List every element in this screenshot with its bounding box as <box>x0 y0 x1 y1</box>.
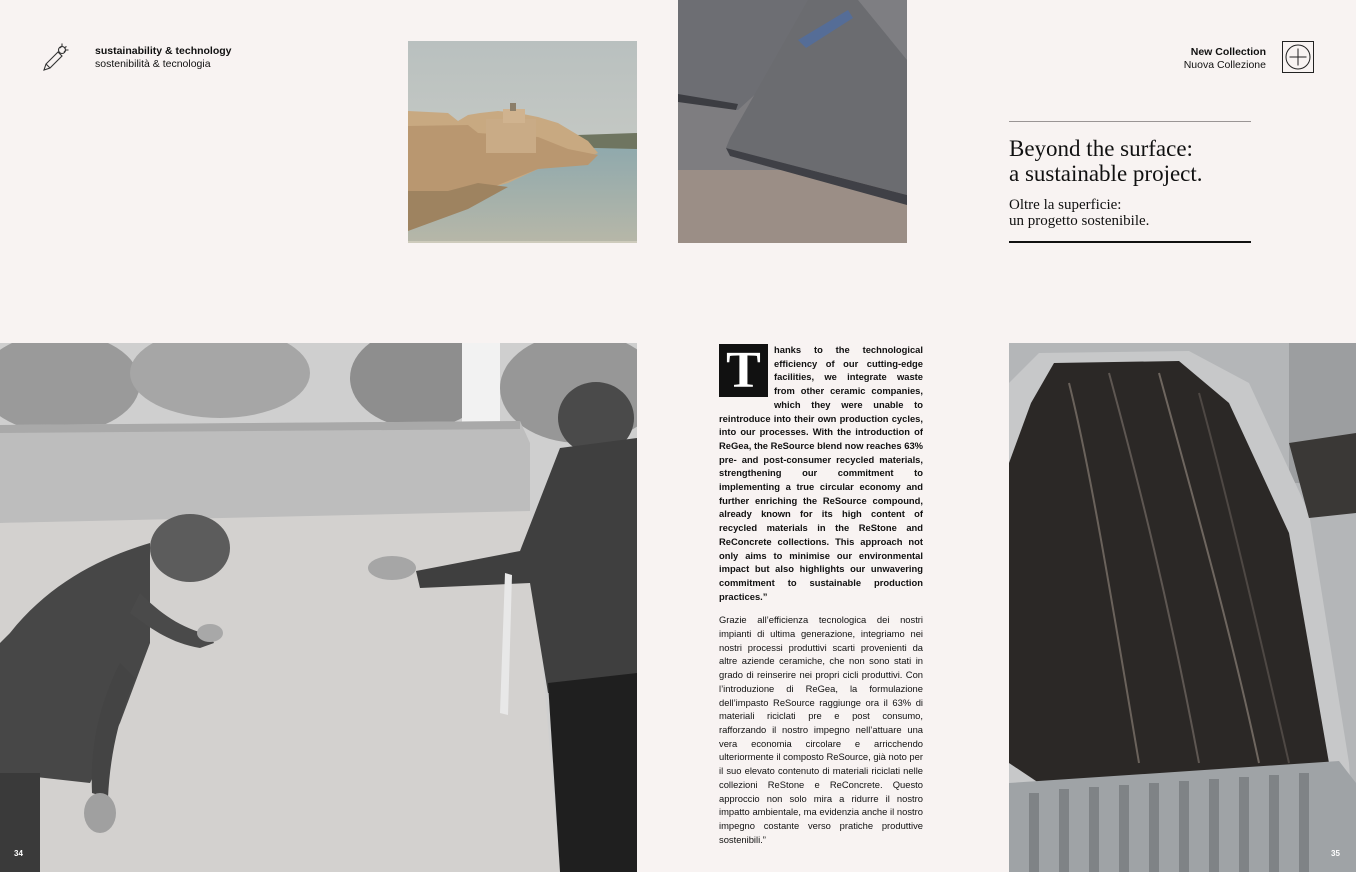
section-label <box>95 45 232 70</box>
headline-bottom-rule <box>1009 241 1251 243</box>
headline-it: Oltre la superficie: un progetto sostenibile. <box>1009 197 1150 229</box>
headline-en: Beyond the surface: a sustainable project. <box>1009 136 1203 186</box>
article-paragraph-en <box>719 343 923 603</box>
coastal-castle-photo <box>408 41 637 243</box>
headline-block <box>1009 121 1251 243</box>
section-label-en: sustainability & technology <box>95 45 232 57</box>
plus-icon <box>1283 42 1313 72</box>
drop-cap: T <box>719 344 768 397</box>
collection-label-en: New Collection <box>1190 46 1266 58</box>
section-label-it: sostenibilità & tecnologia <box>95 57 211 70</box>
article-body <box>719 343 923 846</box>
stone-slab-photo <box>678 0 907 243</box>
collection-label <box>1184 46 1266 71</box>
article-text-en: hanks to the technological efficiency of our cutting-edge facilities, we integrate waste from other ceramic companies, which they were unable to reintroduce into their own production cycles, into our processes. With the introduction of ReGea, the ReSource blend now reaches 63% pre- and post-consumer recycled materials, strengthening our commitment to implementing a true circular economy and further enriching the ReSource compound, already known for its high content of recycled materials in the ReStone and ReConcrete collections. This approach not only aims to minimise our environmental impact but also highlights our unwavering commitment to sustainable production practices.” <box>719 344 923 602</box>
article-paragraph-it: Grazie all’efficienza tecnologica dei nostri impianti di ultima generazione, integriamo nei nostri processi produttivi scarti provenienti da altre aziende ceramiche, che non sono stati in grado di reinserire nei propri cicli produttivi. Con l’introduzione di ReGea, la formulazione dell’impasto ReSource raggiunge ora il 63% di materiali riciclati pre e post consumo, rafforzando il nostro impegno nell’attuare una vera economia circolare e arricchendo ulteriormente il composto ReSource, già noto per il suo elevato contenuto di materiali riciclati nelle collezioni ReStone e ReConcrete. Questo approccio non solo mira a ridurre il nostro impatto ambientale, ma evidenzia anche il nostro impegno costante verso pratiche produttive sostenibili.” <box>719 614 923 845</box>
headline-top-rule <box>1009 121 1251 122</box>
add-collection-button[interactable] <box>1282 41 1314 73</box>
pen-nib-icon <box>38 40 72 74</box>
page-number-left: 34 <box>14 849 23 858</box>
weathered-trough-photo <box>1009 343 1356 872</box>
men-inspecting-slab-photo <box>0 343 637 872</box>
collection-label-it: Nuova Collezione <box>1183 58 1266 71</box>
page-number-right: 35 <box>1331 849 1340 858</box>
